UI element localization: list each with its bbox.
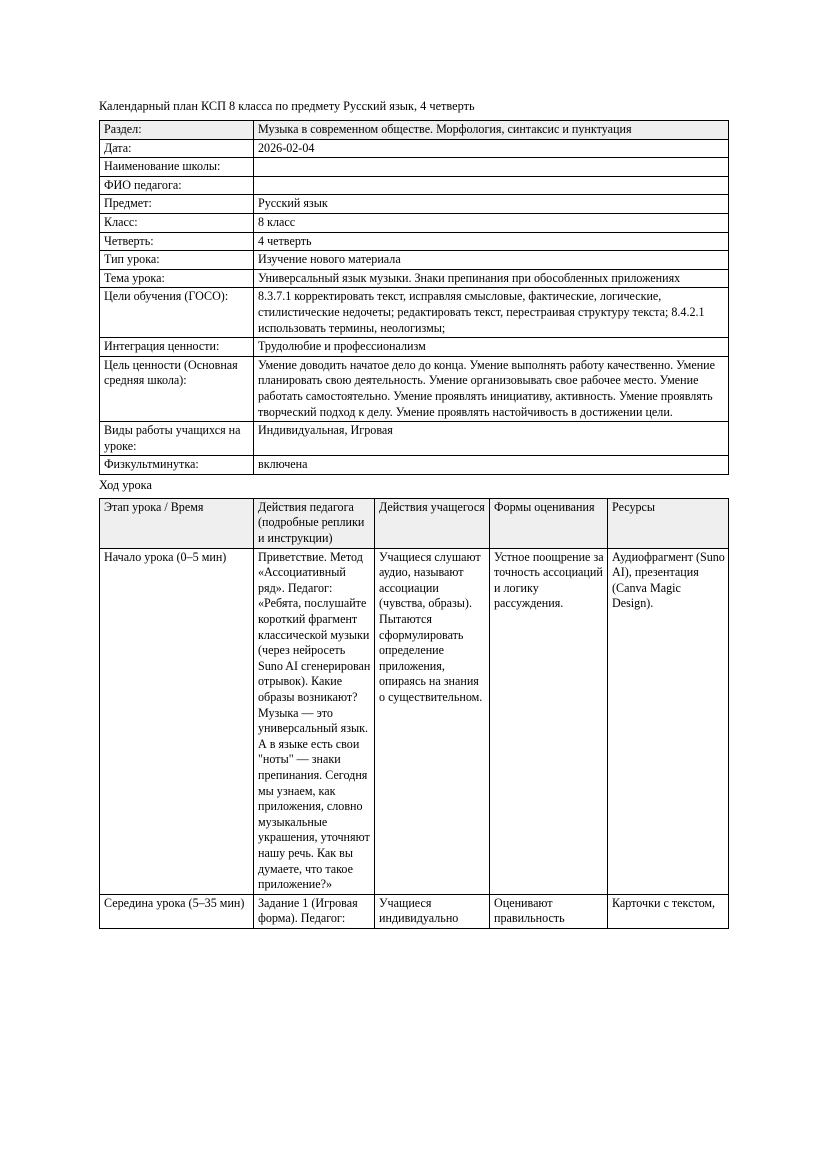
table-row bbox=[100, 548, 729, 894]
table-header-row bbox=[100, 498, 729, 548]
info-label: Раздел: bbox=[100, 121, 254, 140]
cell-assessment: Устное поощрение за точность ассоциаций и логику рассуждения. bbox=[490, 548, 608, 894]
info-value: Музыка в современном обществе. Морфология, синтаксис и пунктуация bbox=[254, 121, 729, 140]
table-row bbox=[100, 232, 729, 251]
info-label: Класс: bbox=[100, 213, 254, 232]
table-row bbox=[100, 213, 729, 232]
info-value: Умение доводить начатое дело до конца. Умение выполнять работу качественно. Умение планировать свою деятельность. Умение организовывать свое рабочее место. Умение работать самостоятельно. Умение проявлять инициативу, активность. Умение проявлять творческий подход к делу. Умение проявлять настойчивость в достижении цели. bbox=[254, 356, 729, 421]
info-value: Изучение нового материала bbox=[254, 251, 729, 270]
table-row bbox=[100, 422, 729, 456]
info-label: Четверть: bbox=[100, 232, 254, 251]
info-value: Трудолюбие и профессионализм bbox=[254, 338, 729, 357]
cell-student-actions: Учащиеся индивидуально bbox=[375, 894, 490, 928]
table-row bbox=[100, 158, 729, 177]
lesson-flow-header bbox=[100, 498, 729, 548]
column-header-teacher-actions: Действия педагога (подробные реплики и инструкции) bbox=[254, 498, 375, 548]
table-row bbox=[100, 269, 729, 288]
column-header-assessment: Формы оценивания bbox=[490, 498, 608, 548]
info-value: 2026-02-04 bbox=[254, 139, 729, 158]
info-value bbox=[254, 176, 729, 195]
info-value: включена bbox=[254, 456, 729, 475]
info-label: Тема урока: bbox=[100, 269, 254, 288]
info-value: Русский язык bbox=[254, 195, 729, 214]
table-row bbox=[100, 195, 729, 214]
table-row bbox=[100, 139, 729, 158]
column-header-student-actions: Действия учащегося bbox=[375, 498, 490, 548]
cell-student-actions: Учащиеся слушают аудио, называют ассоциации (чувства, образы). Пытаются сформулировать определение приложения, опираясь на знания о существительном. bbox=[375, 548, 490, 894]
cell-resources: Карточки с текстом, bbox=[608, 894, 729, 928]
table-row bbox=[100, 356, 729, 421]
info-value: 4 четверть bbox=[254, 232, 729, 251]
info-label: Наименование школы: bbox=[100, 158, 254, 177]
info-value bbox=[254, 158, 729, 177]
cell-stage: Середина урока (5–35 мин) bbox=[100, 894, 254, 928]
info-value: 8.3.7.1 корректировать текст, исправляя смысловые, фактические, логические, стилистические недочеты; редактировать текст, перестраивая структуру текста; 8.4.2.1 использовать термины, неологизмы; bbox=[254, 288, 729, 338]
cell-resources: Аудиофрагмент (Suno AI), презентация (Canva Magic Design). bbox=[608, 548, 729, 894]
info-label: Предмет: bbox=[100, 195, 254, 214]
table-row bbox=[100, 251, 729, 270]
column-header-resources: Ресурсы bbox=[608, 498, 729, 548]
info-label: Тип урока: bbox=[100, 251, 254, 270]
table-row bbox=[100, 338, 729, 357]
table-row bbox=[100, 176, 729, 195]
info-label: Физкультминутка: bbox=[100, 456, 254, 475]
table-row bbox=[100, 121, 729, 140]
table-row bbox=[100, 894, 729, 928]
info-label: ФИО педагога: bbox=[100, 176, 254, 195]
page-title: Календарный план КСП 8 класса по предмету Русский язык, 4 четверть bbox=[99, 99, 475, 113]
info-value: Индивидуальная, Игровая bbox=[254, 422, 729, 456]
info-label: Дата: bbox=[100, 139, 254, 158]
cell-stage: Начало урока (0–5 мин) bbox=[100, 548, 254, 894]
info-value: Универсальный язык музыки. Знаки препинания при обособленных приложениях bbox=[254, 269, 729, 288]
lesson-flow-body bbox=[100, 548, 729, 928]
lesson-info-table bbox=[99, 120, 729, 475]
lesson-flow-label: Ход урока bbox=[99, 477, 152, 492]
table-row bbox=[100, 456, 729, 475]
info-value: 8 класс bbox=[254, 213, 729, 232]
cell-teacher-actions: Задание 1 (Игровая форма). Педагог: bbox=[254, 894, 375, 928]
lesson-flow-table bbox=[99, 498, 729, 929]
info-label: Цель ценности (Основная средняя школа): bbox=[100, 356, 254, 421]
lesson-info-body bbox=[100, 121, 729, 475]
table-row bbox=[100, 288, 729, 338]
info-label: Виды работы учащихся на уроке: bbox=[100, 422, 254, 456]
cell-assessment: Оценивают правильность bbox=[490, 894, 608, 928]
column-header-stage: Этап урока / Время bbox=[100, 498, 254, 548]
cell-teacher-actions: Приветствие. Метод «Ассоциативный ряд». Педагог: «Ребята, послушайте короткий фрагмент классической музыки (через нейросеть Suno AI сгенерирован отрывок). Какие образы возникают? Музыка — это универсальный язык. А в языке есть свои "ноты" — знаки препинания. Сегодня мы узнаем, как приложения, словно музыкальные украшения, уточняют нашу речь. Как вы думаете, что такое приложение?» bbox=[254, 548, 375, 894]
info-label: Интеграция ценности: bbox=[100, 338, 254, 357]
info-label: Цели обучения (ГОСО): bbox=[100, 288, 254, 338]
